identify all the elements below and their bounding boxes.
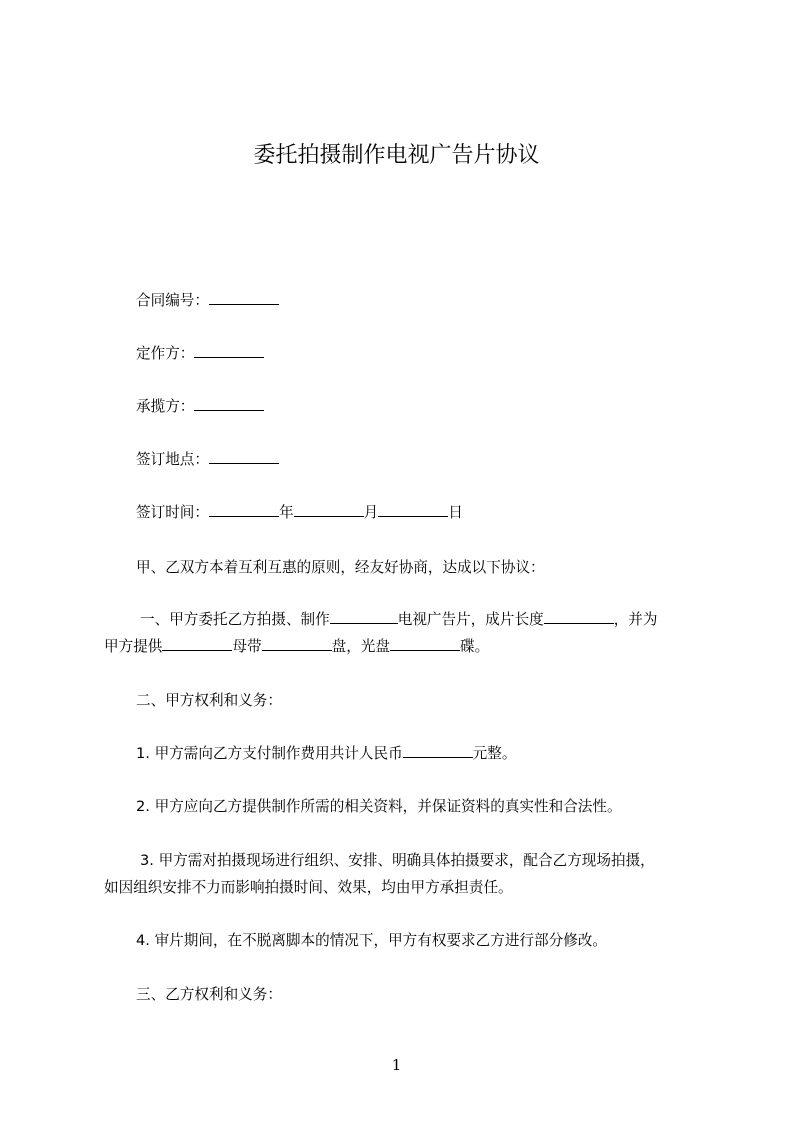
clause1-text-b: 电视广告片，成片长度: [397, 611, 544, 628]
item3-line1: 3. 甲方需对拍摄现场进行组织、安排、明确具体拍摄要求，配合乙方现场拍摄，: [140, 852, 655, 869]
item1-text-b: 元整。: [472, 745, 517, 762]
signing-place-blank[interactable]: [209, 449, 279, 464]
preamble: 甲、乙双方本着互利互惠的原则，经友好协商，达成以下协议：: [136, 559, 545, 576]
clause1-text-d: 甲方提供: [104, 638, 163, 655]
month-label: 月: [363, 504, 379, 521]
client-blank[interactable]: [194, 343, 264, 358]
clause1-text-f: 盘，光盘: [331, 638, 390, 655]
master-tape-count-blank[interactable]: [162, 636, 232, 651]
clause1-text-e: 母带: [232, 638, 262, 655]
clause1-line2: [104, 636, 489, 658]
year-label: 年: [278, 504, 294, 521]
fee-amount-blank[interactable]: [403, 743, 473, 758]
page-number: 1: [391, 1056, 402, 1074]
day-blank[interactable]: [378, 502, 448, 517]
contractor-blank[interactable]: [194, 396, 264, 411]
signing-place-line: [136, 449, 279, 471]
signing-place-label: 签订地点：: [136, 451, 209, 468]
signing-time-line: [136, 502, 463, 524]
optical-disc-blank[interactable]: [390, 636, 460, 651]
contractor-label: 承揽方：: [136, 398, 195, 415]
item3-line2: 如因组织安排不力而影响拍摄时间、效果，均由甲方承担责任。: [104, 879, 513, 896]
ad-name-blank[interactable]: [330, 609, 398, 624]
item1: [136, 743, 516, 765]
tape-discs-blank[interactable]: [262, 636, 332, 651]
contract-number-label: 合同编号：: [136, 292, 209, 309]
signing-time-label: 签订时间：: [136, 504, 209, 521]
contract-number-line: [136, 290, 279, 312]
clause1-text-g: 碟。: [459, 638, 490, 655]
section2-heading: 二、甲方权利和义务：: [136, 692, 282, 709]
item2: 2. 甲方应向乙方提供制作所需的相关资料，并保证资料的真实性和合法性。: [136, 798, 622, 815]
clause1-text-c: ，并为: [613, 611, 658, 628]
section3-heading: 三、乙方权利和义务：: [136, 986, 282, 1003]
item4: 4. 审片期间，在不脱离脚本的情况下，甲方有权要求乙方进行部分修改。: [136, 932, 607, 949]
year-blank[interactable]: [209, 502, 279, 517]
month-blank[interactable]: [294, 502, 364, 517]
item1-text-a: 1. 甲方需向乙方支付制作费用共计人民币: [136, 745, 403, 762]
contractor-line: [136, 396, 264, 418]
film-length-blank[interactable]: [544, 609, 614, 624]
contract-number-blank[interactable]: [209, 290, 279, 305]
client-line: [136, 343, 264, 365]
client-label: 定作方：: [136, 345, 195, 362]
clause1-line1: [140, 609, 657, 631]
clause1-text-a: 一、甲方委托乙方拍摄、制作: [140, 611, 330, 628]
day-label: 日: [448, 504, 463, 521]
document-title: 委托拍摄制作电视广告片协议: [253, 143, 540, 168]
